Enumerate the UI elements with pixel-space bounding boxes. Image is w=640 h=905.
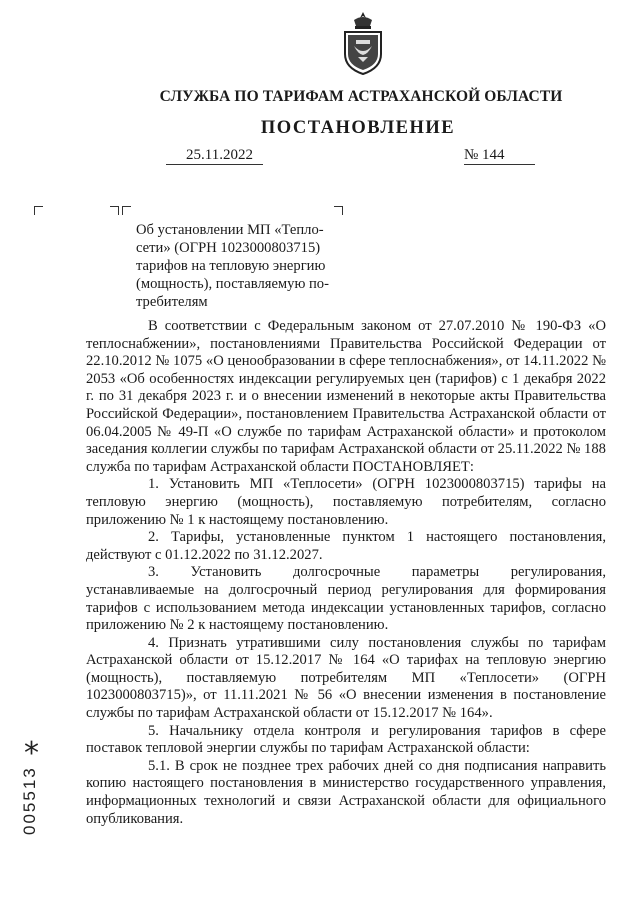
star-mark: * — [24, 736, 39, 771]
document-number: № 144 — [464, 147, 535, 165]
paragraph-preamble: В соответствии с Федеральным законом от 27.07.2010 № 190-ФЗ «О теплоснабжении», постановлениями Правительства Российской Федерации от 22.10.2012 № 1075 «О ценообразовании в сфере теплоснабжения», от 14.11.2022 № 2053 «Об особенностях индексации регулируемых цен (тарифов) с 1 декабря 2022 г. по 31 декабря 2023 г. и о внесении изменений в некоторые акты Правительства Российской Федерации», постановлением Правительства Астраханской области от 06.04.2005 № 49-П «О службе по тарифам Астраханской области» и протоколом заседания коллегии службы по тарифам Астраханской области от 25.11.2022 № 188 — [86, 318, 606, 458]
paragraph-resolves: служба по тарифам Астраханской области ПОСТАНОВЛЯЕТ: — [86, 458, 474, 475]
subject-line: Об установлении МП «Тепло- — [136, 222, 324, 238]
paragraph-item-5-1: 5.1. В срок не позднее трех рабочих дней со дня подписания направить копию настоящего постановления в министерство государственного управления, информационных технологий и связи Астраханской области для официального опубликования. — [86, 757, 606, 827]
subject-line: тарифов на тепловую энергию — [136, 258, 326, 274]
document-subject — [136, 221, 347, 311]
corner-mark — [122, 206, 131, 215]
document-date: 25.11.2022 — [166, 147, 263, 165]
organization-name: СЛУЖБА ПО ТАРИФАМ АСТРАХАНСКОЙ ОБЛАСТИ — [159, 88, 563, 105]
registration-stamp-number: 005513 — [20, 766, 39, 835]
coat-of-arms-emblem — [340, 10, 386, 76]
subject-line: сети» (ОГРН 1023000803715) — [136, 240, 321, 256]
paragraph-item-1: 1. Установить МП «Теплосети» (ОГРН 1023000803715) тарифы на тепловую энергию (мощность), поставляемую потребителям, согласно приложению № 1 к настоящему постановлению. — [86, 476, 606, 528]
paragraph-item-4: 4. Признать утратившими силу постановления службы по тарифам Астраханской области от 15.12.2017 № 164 «О тарифах на тепловую энергию (мощность), поставляемую потребителям МП «Теплосети» (ОГРН 1023000803715)», от 11.11.2021 № 56 «О внесении изменения в постановление службы по тарифам Астраханской области от 15.12.2017 № 164». — [86, 634, 606, 722]
corner-mark — [110, 206, 119, 215]
document-body — [86, 318, 606, 828]
document-type: ПОСТАНОВЛЕНИЕ — [260, 118, 456, 138]
paragraph-item-2: 2. Тарифы, установленные пунктом 1 настоящего постановления, действуют с 01.12.2022 по 31.12.2027. — [86, 529, 606, 563]
paragraph-item-5: 5. Начальнику отдела контроля и регулирования тарифов в сфере поставок тепловой энергии службы по тарифам Астраханской области: — [86, 722, 606, 757]
paragraph-item-3: 3. Установить долгосрочные параметры регулирования, устанавливаемые на долгосрочный период регулирования для формирования тарифов с использованием метода индексации установленных тарифов, согласно приложению № 2 к настоящему постановлению. — [86, 564, 606, 634]
subject-line: (мощность), поставляемую по- — [136, 276, 329, 292]
corner-mark — [34, 206, 43, 215]
subject-line: требителям — [136, 294, 208, 310]
corner-mark — [334, 206, 343, 215]
